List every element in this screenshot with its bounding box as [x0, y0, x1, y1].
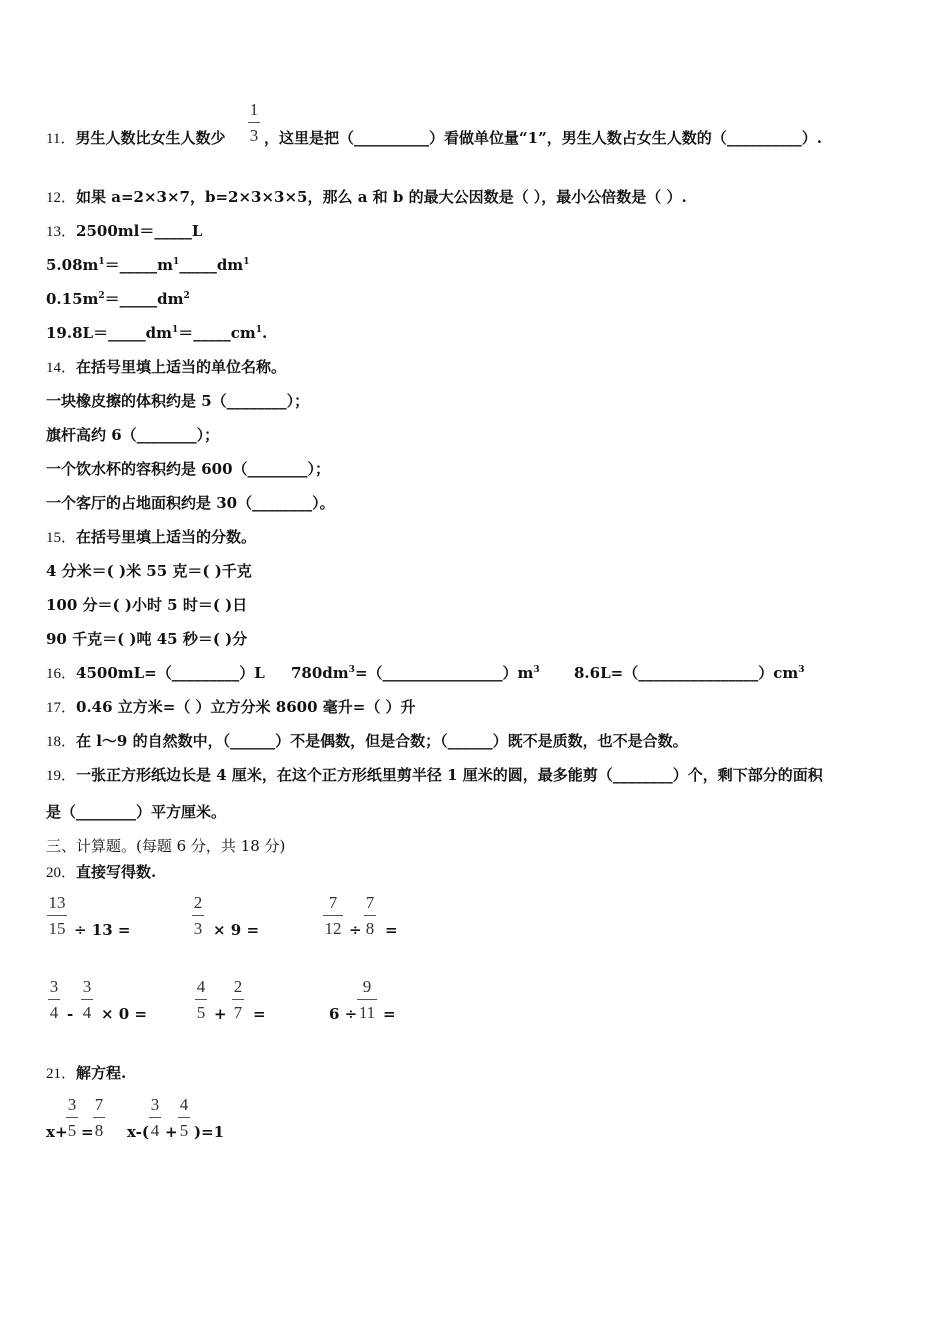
fraction [357, 977, 377, 1023]
text: 780dm [291, 664, 349, 682]
fraction [178, 1095, 190, 1141]
text: =（________________）m [354, 664, 534, 682]
question-text: 在 l～9 的自然数中，（______）不是偶数，但是合数；（______）既不是质数，也不是合数。 [76, 732, 688, 750]
question-text: 解方程. [76, 1064, 127, 1082]
fraction-bar [81, 999, 93, 1000]
superscript: 3 [348, 665, 355, 675]
question-text: 在括号里填上适当的分数。 [76, 528, 257, 546]
text: 5.08m [46, 256, 99, 274]
question-text: 0.46 立方米=（ ）立方分米 8600 毫升=（ ）升 [76, 698, 416, 716]
fraction-bar [357, 999, 377, 1000]
numerator: 4 [179, 1095, 189, 1114]
superscript: 1 [171, 325, 179, 335]
numerator: 1 [249, 100, 259, 119]
equation-prefix: x-( [127, 1123, 150, 1141]
fraction [192, 893, 204, 939]
question-16-part-b [291, 663, 540, 683]
question-text: ，这里是把（__________）看做单位量“1”，男生人数占女生人数的（__________）. [264, 129, 822, 147]
text: ＝_____cm [178, 324, 256, 342]
question-number: 16． [46, 666, 77, 682]
superscript: 2 [183, 291, 190, 301]
question-13-line-3 [46, 289, 190, 309]
text: ＝_____m [104, 256, 174, 274]
operator-text: + [165, 1123, 178, 1141]
fraction [47, 893, 67, 939]
numerator: 13 [48, 893, 66, 912]
denominator: 3 [249, 126, 259, 145]
denominator: 4 [150, 1121, 160, 1140]
question-number: 19． [46, 768, 77, 784]
operator-text: × 0 = [101, 1005, 148, 1023]
fraction [93, 1095, 105, 1141]
operator-text: = [385, 921, 398, 939]
fraction-bar [248, 122, 260, 123]
fraction [232, 977, 244, 1023]
numerator: 7 [328, 893, 338, 912]
question-20 [46, 862, 156, 883]
fraction-bar [66, 1117, 78, 1118]
question-16-part-c [574, 663, 804, 683]
numerator: 2 [193, 893, 203, 912]
operator-text: ÷ 13 = [74, 921, 131, 939]
equation-prefix: x+ [46, 1123, 68, 1141]
list-item: 90 千克＝( )吨 45 秒＝( )分 [46, 630, 248, 648]
text: . [262, 324, 268, 342]
question-number: 18． [46, 734, 77, 750]
superscript: 1 [255, 325, 262, 335]
numerator: 2 [233, 977, 243, 996]
list-item: 4 分米＝( )米 55 克＝( )千克 [46, 562, 252, 580]
fraction [195, 977, 207, 1023]
superscript: 3 [533, 665, 540, 675]
question-15 [46, 527, 256, 548]
question-text: 4500mL=（_________）L [76, 664, 265, 682]
operator-text: 6 ÷ [329, 1005, 358, 1023]
question-number: 21． [46, 1066, 77, 1082]
numerator: 9 [362, 977, 372, 996]
superscript: 1 [98, 257, 105, 267]
fraction-bar [192, 915, 204, 916]
numerator: 3 [49, 977, 59, 996]
denominator: 11 [358, 1003, 376, 1022]
question-text: 如果 a=2×3×7，b=2×3×3×5，那么 a 和 b 的最大公因数是（ ），最小公倍数是（ ）. [76, 188, 687, 206]
denominator: 4 [49, 1003, 59, 1022]
question-12 [46, 187, 687, 208]
denominator: 4 [82, 1003, 92, 1022]
list-item: 100 分＝( )小时 5 时＝( )日 [46, 596, 248, 614]
question-text: 2500ml＝_____L [76, 222, 203, 240]
denominator: 3 [193, 919, 203, 938]
question-19 [46, 765, 823, 786]
fraction-bar [323, 915, 343, 916]
list-item: 一个客厅的占地面积约是 30（________）。 [46, 494, 335, 512]
denominator: 5 [179, 1121, 189, 1140]
question-text: 在括号里填上适当的单位名称。 [76, 358, 287, 376]
fraction-bar [47, 915, 67, 916]
denominator: 8 [365, 919, 375, 938]
section-heading: 三、计算题。(每题 6 分，共 18 分) [46, 837, 286, 855]
question-13-line-2 [46, 255, 249, 275]
question-number: 20． [46, 865, 77, 881]
fraction-bar [232, 999, 244, 1000]
list-item: 一块橡皮擦的体积约是 5（________）； [46, 392, 310, 410]
question-number: 14． [46, 360, 77, 376]
superscript: 3 [798, 665, 805, 675]
text: ＝_____dm [104, 290, 184, 308]
question-13 [46, 221, 202, 242]
question-number: 17． [46, 700, 77, 716]
denominator: 5 [67, 1121, 77, 1140]
text: _____dm [179, 256, 244, 274]
fraction [248, 100, 260, 146]
question-18 [46, 731, 688, 752]
numerator: 3 [67, 1095, 77, 1114]
denominator: 15 [48, 919, 66, 938]
numerator: 7 [365, 893, 375, 912]
fraction-bar [48, 999, 60, 1000]
question-number: 15． [46, 530, 77, 546]
question-text: 直接写得数. [76, 863, 157, 881]
fraction-bar [178, 1117, 190, 1118]
text: 0.15m [46, 290, 99, 308]
fraction [48, 977, 60, 1023]
question-21 [46, 1063, 126, 1084]
question-19-line-2: 是（________）平方厘米。 [46, 803, 227, 821]
text: 19.8L＝_____dm [46, 324, 172, 342]
operator-text: = [81, 1123, 94, 1141]
superscript: 2 [98, 291, 105, 301]
operator-text: - [67, 1005, 74, 1023]
list-item: 旗杆高约 6（________）； [46, 426, 220, 444]
fraction [323, 893, 343, 939]
fraction-bar [364, 915, 376, 916]
question-11 [46, 128, 225, 149]
superscript: 1 [173, 257, 180, 267]
operator-text: = [253, 1005, 266, 1023]
denominator: 7 [233, 1003, 243, 1022]
question-number: 13． [46, 224, 77, 240]
fraction-bar [149, 1117, 161, 1118]
fraction-bar [195, 999, 207, 1000]
question-text: 一张正方形纸边长是 4 厘米，在这个正方形纸里剪半径 1 厘米的圆，最多能剪（________）个，剩下部分的面积 [76, 766, 823, 784]
numerator: 4 [196, 977, 206, 996]
equation-suffix: )=1 [194, 1123, 225, 1141]
fraction [364, 893, 376, 939]
fraction-bar [93, 1117, 105, 1118]
question-17 [46, 697, 416, 718]
operator-text: × 9 = [213, 921, 260, 939]
numerator: 7 [94, 1095, 104, 1114]
list-item: 一个饮水杯的容积约是 600（________）； [46, 460, 331, 478]
numerator: 3 [82, 977, 92, 996]
operator-text: + [214, 1005, 227, 1023]
fraction [66, 1095, 78, 1141]
fraction [149, 1095, 161, 1141]
question-13-line-4 [46, 323, 267, 343]
operator-text: = [383, 1005, 396, 1023]
fraction [81, 977, 93, 1023]
question-number: 12． [46, 190, 77, 206]
superscript: 1 [243, 257, 250, 267]
question-text: 男生人数比女生人数少 [75, 129, 226, 147]
text: 8.6L=（________________）cm [574, 664, 799, 682]
question-number: 11． [46, 131, 76, 147]
numerator: 3 [150, 1095, 160, 1114]
question-16 [46, 663, 265, 684]
question-14 [46, 357, 286, 378]
denominator: 5 [196, 1003, 206, 1022]
operator-text: ÷ [349, 921, 362, 939]
denominator: 12 [324, 919, 342, 938]
denominator: 8 [94, 1121, 104, 1140]
